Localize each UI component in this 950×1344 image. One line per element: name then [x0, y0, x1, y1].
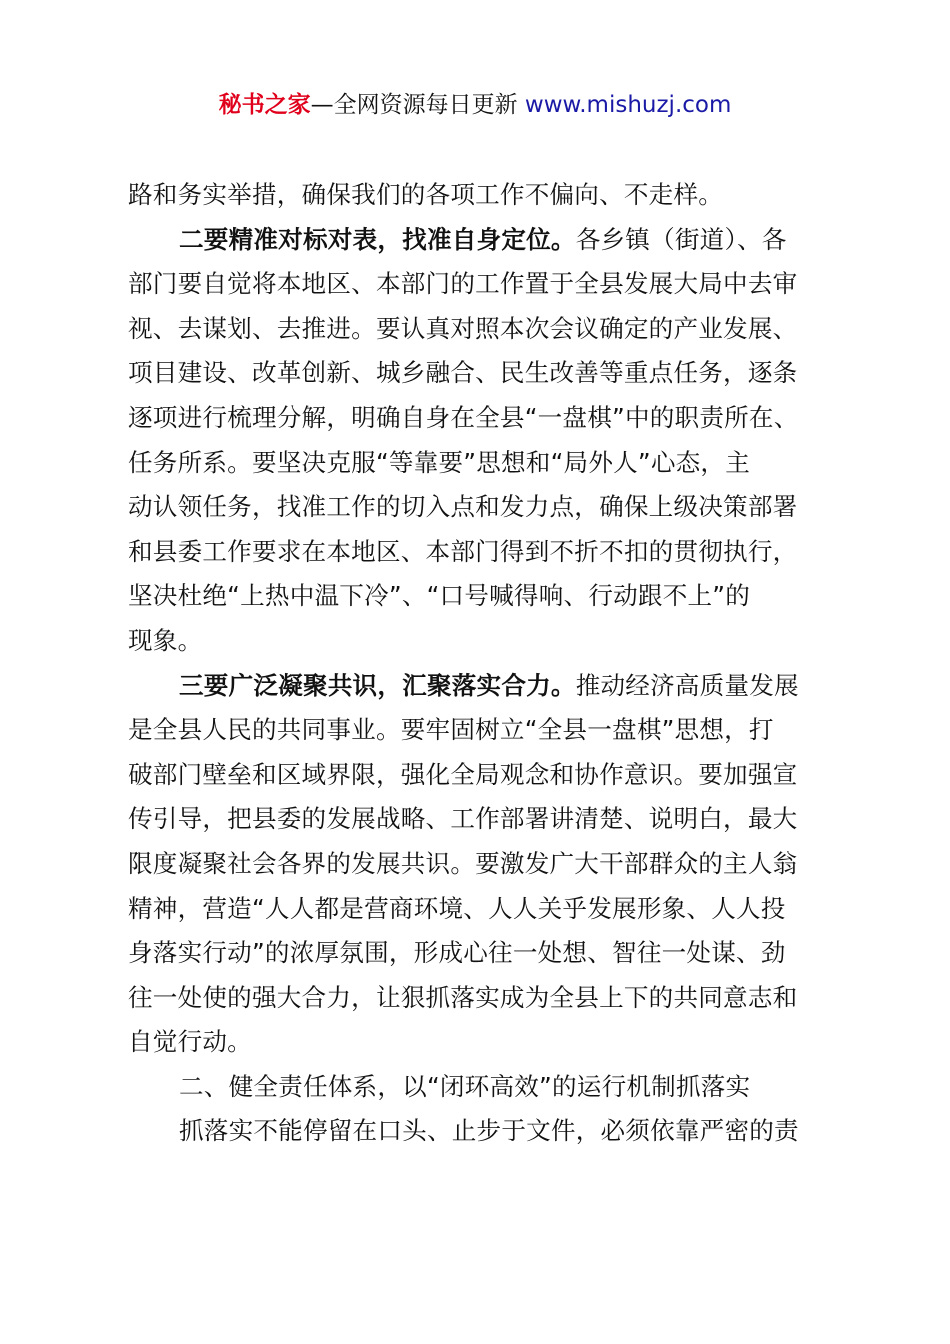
text-line: 项目建设、改革创新、城乡融合、民生改善等重点任务，逐条: [128, 358, 798, 388]
text-line: 自觉行动。: [128, 1027, 252, 1057]
section-heading: [128, 1065, 848, 1110]
text-line: 部门要自觉将本地区、本部门的工作置于全县发展大局中去审: [128, 269, 798, 299]
text-line: 各乡镇（街道）、各: [575, 224, 787, 254]
text-line: 推动经济高质量发展: [575, 670, 799, 700]
section-heading-text: 二、健全责任体系，以“闭环高效”的运行机制抓落实: [179, 1071, 751, 1101]
text-line: 身落实行动”的浓厚氛围，形成心往一处想、智往一处谋、劲: [128, 938, 786, 968]
paragraph-5: [128, 1109, 848, 1154]
text-line: 传引导，把县委的发展战略、工作部署讲清楚、说明白，最大: [128, 804, 798, 834]
text-line: 是全县人民的共同事业。要牢固树立“全县一盘棋”思想，打: [128, 715, 774, 745]
text-line: 视、去谋划、去推进。要认真对照本次会议确定的产业发展、: [128, 313, 798, 343]
paragraph-2: [128, 218, 848, 664]
text-line: 往一处使的强大合力，让狠抓落实成为全县上下的共同意志和: [128, 982, 798, 1012]
text-line: 抓落实不能停留在口头、止步于文件，必须依靠严密的责: [179, 1116, 799, 1146]
text-line: 破部门壁垒和区域界限，强化全局观念和协作意识。要加强宣: [128, 759, 798, 789]
site-header: [0, 88, 950, 122]
paragraph-1: [128, 173, 848, 218]
text-line: 坚决杜绝“上热中温下冷”、“口号喊得响、行动跟不上”的: [128, 581, 751, 611]
text-line: 任务所系。要坚决克服“等靠要”思想和“局外人”心态，主: [128, 447, 751, 477]
paragraph-lead: 二要精准对标对表，找准自身定位。: [179, 224, 576, 254]
paragraph-3: [128, 664, 848, 1065]
text-line: 逐项进行梳理分解，明确自身在全县“一盘棋”中的职责所在、: [128, 402, 799, 432]
text-line: 现象。: [128, 625, 203, 655]
paragraph-lead: 三要广泛凝聚共识，汇聚落实合力。: [179, 670, 576, 700]
text-line: 精神，营造“人人都是营商环境、人人关乎发展形象、人人投: [128, 893, 786, 923]
text-line: 和县委工作要求在本地区、本部门得到不折不扣的贯彻执行，: [128, 536, 798, 566]
site-url-link[interactable]: www.mishuzj.com: [524, 92, 732, 118]
text-line: 路和务实举措，确保我们的各项工作不偏向、不走样。: [128, 180, 724, 209]
site-brand: 秘书之家: [218, 92, 311, 118]
site-tagline: —全网资源每日更新: [310, 92, 518, 118]
text-line: 动认领任务，找准工作的切入点和发力点，确保上级决策部署: [128, 492, 798, 522]
text-line: 限度凝聚社会各界的发展共识。要激发广大干部群众的主人翁: [128, 848, 798, 878]
document-body: [128, 173, 848, 1154]
